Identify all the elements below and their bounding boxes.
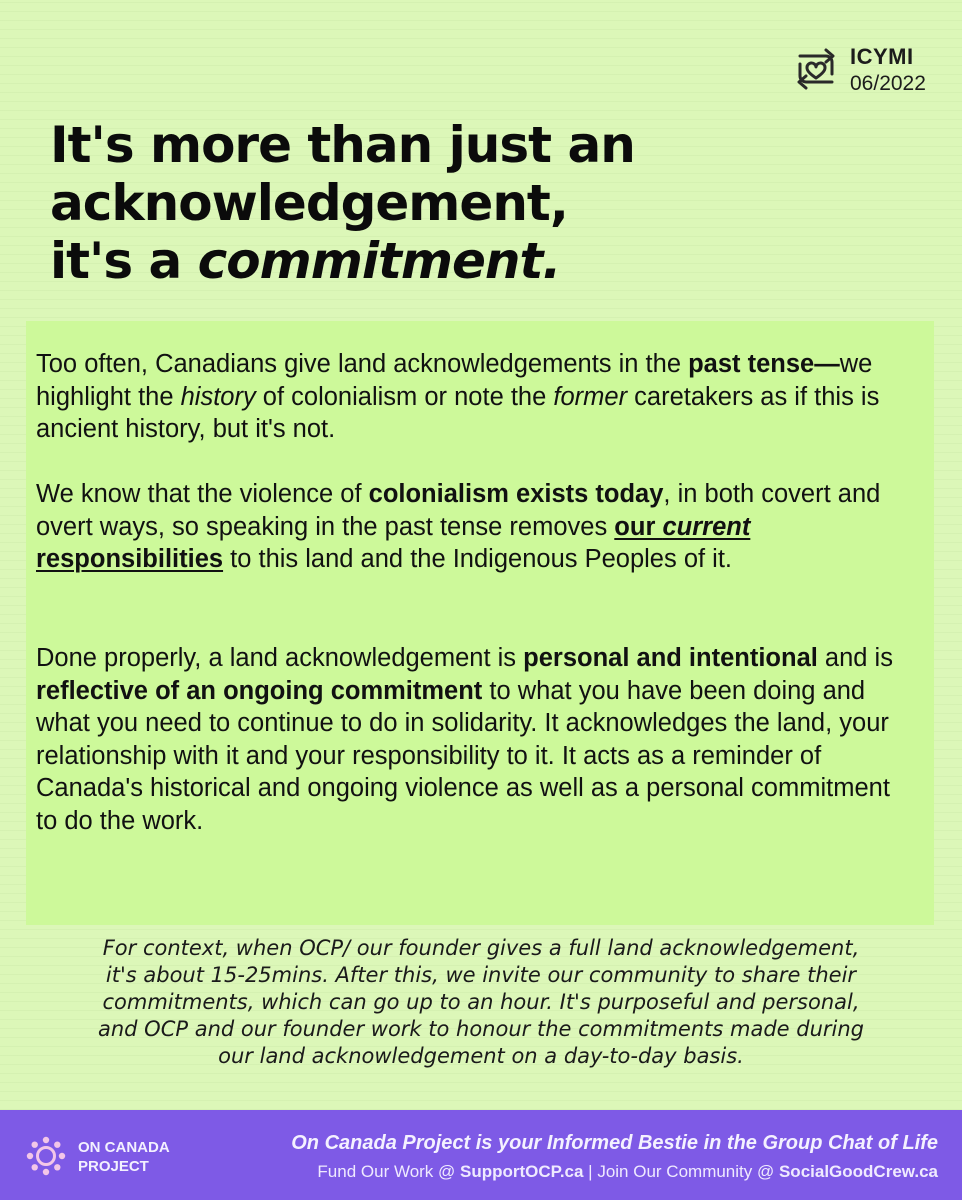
p2-current: current (662, 512, 751, 541)
title-line-3-prefix: it's a (50, 232, 198, 290)
p3-text-a: Done properly, a land acknowledgement is (36, 644, 524, 672)
page-title (50, 116, 930, 290)
title-line-1: It's more than just an (50, 116, 635, 174)
note-line: it's about 15-25mins. After this, we invite our community to share their (105, 963, 857, 987)
footer-tagline: On Canada Project is your Informed Bestie in the Group Chat of Life (291, 1132, 938, 1154)
p1-italic-former: former (553, 382, 628, 411)
title-line-2: acknowledgement, (50, 174, 568, 232)
title-emphasis: commitment. (197, 232, 561, 290)
p3-bold-reflective: reflective of an ongoing commitment (36, 676, 483, 705)
footer-bar (0, 1110, 962, 1200)
badge-date: 06/2022 (850, 72, 926, 95)
p3-text-c: and is (817, 644, 893, 672)
p1-text-c: we highlight the (36, 350, 873, 411)
paragraph-3 (36, 642, 916, 837)
repost-heart-icon (792, 42, 840, 96)
fund-prefix: Fund Our Work @ (317, 1162, 461, 1181)
community-link[interactable]: SocialGoodCrew.ca (778, 1162, 938, 1181)
note-line: and OCP and our founder work to honour the commitments made during (97, 1017, 865, 1041)
p2-responsibilities: responsibilities (36, 545, 224, 573)
footer-logo-text (78, 1138, 188, 1176)
p1-bold-past-tense: past tense— (688, 350, 840, 378)
note-line: commitments, which can go up to an hour. It's purposeful and personal, (102, 990, 860, 1014)
sun-logo-icon (26, 1136, 66, 1176)
p2-text-c: , in both covert and overt ways, so speaking in the past tense removes (36, 480, 881, 541)
p1-italic-history: history (180, 382, 256, 411)
p3-bold-personal: personal and intentional (523, 644, 818, 672)
paragraph-2 (36, 478, 916, 576)
badge-title: ICYMI (850, 44, 914, 69)
footer-links (190, 1162, 938, 1182)
logo-line-2: PROJECT (78, 1158, 149, 1175)
paragraph-1 (36, 348, 916, 446)
body-panel (26, 321, 934, 925)
note-line: For context, when OCP/ our founder gives a full land acknowledgement, (102, 936, 860, 960)
p1-text-e: of colonialism or note the (255, 382, 554, 411)
join-prefix: Join Our Community @ (597, 1162, 779, 1181)
p2-text-a: We know that the violence of (36, 480, 369, 508)
title-line-3 (50, 232, 930, 290)
link-separator: | (583, 1162, 598, 1181)
p1-text-g: caretakers as if this is ancient history, but it's not. (36, 382, 880, 443)
p1-text-a: Too often, Canadians give land acknowledgements in the (36, 350, 689, 378)
p2-bold-colonialism: colonialism exists today (368, 480, 664, 508)
p2-our: our (614, 512, 663, 541)
icymi-badge (792, 42, 942, 100)
p2-text-g: to this land and the Indigenous Peoples of it. (223, 545, 733, 573)
context-note (20, 935, 942, 1070)
note-line: our land acknowledgement on a day-to-day basis. (218, 1044, 744, 1068)
p3-text-e: to what you have been doing and what you need to continue to do in solidarity. It acknowledges the land, your relationship with it and your responsibility to it. It acts as a reminder of Canada's historical and ongoing violence as well as a personal commitment to do the work. (36, 676, 890, 835)
support-link[interactable]: SupportOCP.ca (460, 1162, 584, 1181)
logo-line-1: ON CANADA (78, 1139, 170, 1156)
